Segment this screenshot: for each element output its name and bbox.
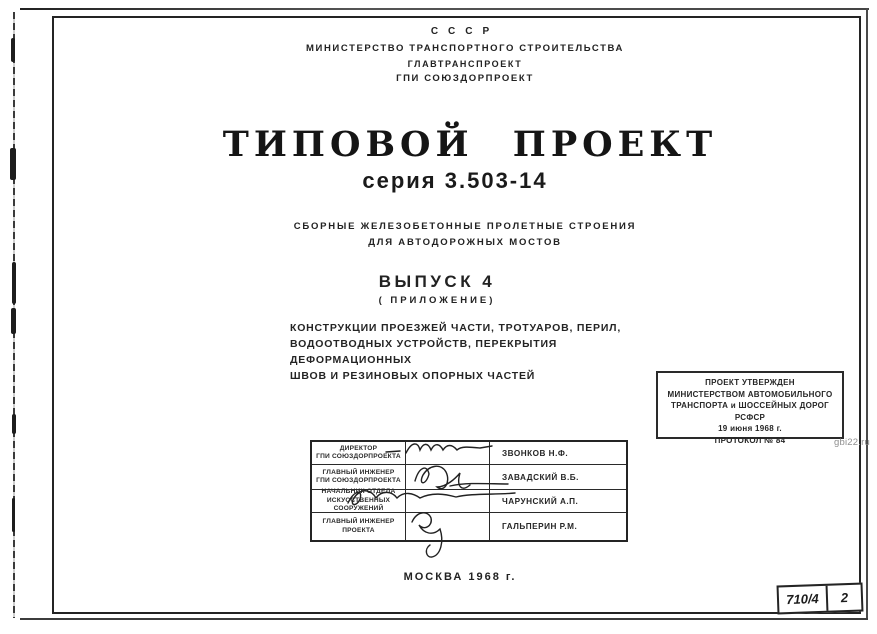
- gpi-soyuzdorproekt-label: ГПИ СОЮЗДОРПРОЕКТ: [396, 73, 534, 84]
- approval-line-1: ПРОЕКТ УТВЕРЖДЕН: [705, 378, 795, 387]
- stamp-sheet-number: 2: [840, 590, 849, 606]
- table-row-name: ЗВОНКОВ Н.Ф.: [490, 442, 626, 465]
- binding-mark: [12, 262, 16, 304]
- subtitle-line-2: ДЛЯ АВТОДОРОЖНЫХ МОСТОВ: [368, 237, 562, 248]
- description-line-3: ШВОВ И РЕЗИНОВЫХ ОПОРНЫХ ЧАСТЕЙ: [290, 370, 536, 382]
- table-row-name: ЗАВАДСКИЙ В.Б.: [490, 465, 626, 490]
- table-row-name: ЧАРУНСКИЙ А.П.: [490, 490, 626, 513]
- binding-mark: [11, 38, 15, 62]
- sheet-stamp: [777, 583, 864, 615]
- city-year-label: МОСКВА 1968 г.: [403, 571, 517, 583]
- approval-line-5: ПРОТОКОЛ № 84: [714, 435, 786, 445]
- table-row-signature: [406, 465, 490, 490]
- ministry-label: МИНИСТЕРСТВО ТРАНСПОРТНОГО СТРОИТЕЛЬСТВА: [306, 43, 624, 54]
- approval-line-3: ТРАНСПОРТА и ШОССЕЙНЫХ ДОРОГ РСФСР: [671, 401, 829, 422]
- watermark: gbi22.ru: [834, 437, 870, 448]
- table-row-role: НАЧАЛЬНИК ОТДЕЛА ИСКУССТВЕННЫХ СООРУЖЕНИЙ: [312, 490, 406, 513]
- subtitle-line-1: СБОРНЫЕ ЖЕЛЕЗОБЕТОННЫЕ ПРОЛЕТНЫЕ СТРОЕНИЯ: [293, 221, 637, 232]
- description-line-1: КОНСТРУКЦИИ ПРОЕЗЖЕЙ ЧАСТИ, ТРОТУАРОВ, ПЕРИЛ,: [290, 322, 622, 334]
- description-line-2: ВОДООТВОДНЫХ УСТРОЙСТВ, ПЕРЕКРЫТИЯ ДЕФОРМАЦИОННЫХ: [290, 338, 558, 366]
- approval-line-4: 19 июня 1968 г.: [718, 424, 782, 433]
- table-row-signature: [406, 513, 490, 540]
- scan-edge-bottom: [20, 618, 868, 620]
- binding-mark: [12, 414, 16, 434]
- table-row-signature: [406, 490, 490, 513]
- table-row-signature: [406, 442, 490, 465]
- table-row-name: ГАЛЬПЕРИН Р.М.: [502, 522, 578, 531]
- scan-edge-right: [866, 8, 868, 620]
- approval-line-2: МИНИСТЕРСТВОМ АВТОМОБИЛЬНОГО: [667, 389, 833, 399]
- approval-box: [656, 371, 844, 445]
- table-row-role: ДИРЕКТОР ГПИ СОЮЗДОРПРОЕКТА: [312, 442, 406, 465]
- issue-label: ВЫПУСК 4: [378, 272, 496, 291]
- country-label: СССР: [430, 26, 500, 37]
- stamp-code: 710/4: [779, 586, 829, 613]
- issue-note: ( ПРИЛОЖЕНИЕ): [378, 295, 496, 306]
- signature-table: [310, 440, 628, 542]
- document-title: ТИПОВОЙ ПРОЕКТ: [222, 124, 718, 165]
- table-row-role: ГЛАВНЫЙ ИНЖЕНЕР ПРОЕКТА: [312, 513, 406, 540]
- table-row-role: ГЛАВНЫЙ ИНЖЕНЕР ГПИ СОЮЗДОРПРОЕКТА: [312, 465, 406, 490]
- binding-mark: [11, 308, 16, 334]
- binding-mark: [10, 148, 16, 180]
- series-number: серия 3.503-14: [362, 168, 548, 193]
- binding-mark: [12, 498, 15, 532]
- scan-edge-top: [20, 8, 869, 10]
- glavtransproekt-label: ГЛАВТРАНСПРОЕКТ: [407, 59, 523, 69]
